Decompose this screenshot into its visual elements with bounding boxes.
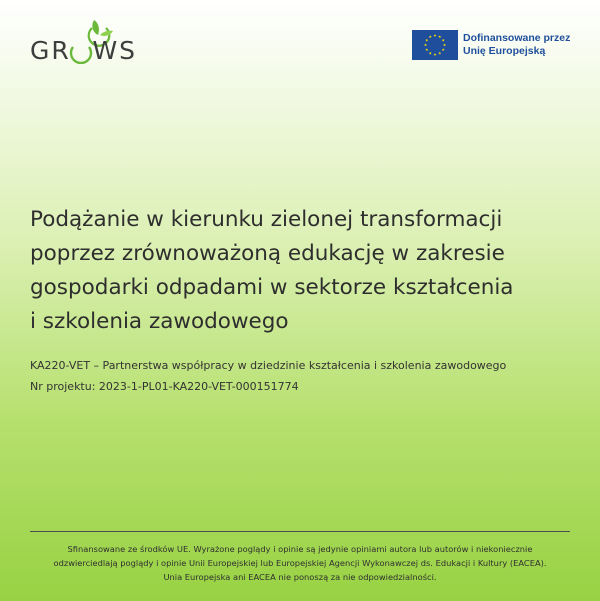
eu-funding-badge bbox=[412, 30, 570, 60]
logo-text-start: GR bbox=[30, 36, 71, 65]
project-title bbox=[30, 203, 590, 339]
eu-star bbox=[424, 44, 427, 47]
disclaimer bbox=[20, 542, 580, 584]
grows-logo bbox=[30, 18, 170, 68]
eu-star bbox=[434, 53, 437, 56]
eu-star bbox=[438, 35, 441, 38]
eu-funding-text bbox=[463, 32, 570, 58]
eu-star bbox=[442, 48, 445, 51]
programme-line: KA220-VET – Partnerstwa współpracy w dziedzinie kształcenia i szkolenia zawodowego bbox=[30, 359, 507, 372]
project-info bbox=[30, 355, 590, 397]
title-line: Podążanie w kierunku zielonej transformacji bbox=[30, 207, 503, 232]
logo-text bbox=[30, 36, 137, 65]
eu-star bbox=[443, 44, 446, 47]
logo-text-o bbox=[71, 36, 93, 65]
footer-divider bbox=[30, 531, 570, 532]
eu-stars bbox=[412, 30, 458, 60]
logo-o-ring bbox=[69, 40, 93, 64]
eu-star bbox=[425, 39, 428, 42]
eu-star bbox=[429, 35, 432, 38]
eu-funding-line1: Dofinansowane przez bbox=[463, 32, 571, 44]
eu-star bbox=[429, 52, 432, 55]
eu-flag-icon bbox=[412, 30, 458, 60]
disclaimer-line: Unia Europejska ani EACEA nie ponoszą za nie odpowiedzialności. bbox=[163, 572, 437, 582]
eu-star bbox=[442, 39, 445, 42]
logo-text-end: WS bbox=[92, 36, 138, 65]
eu-star bbox=[434, 34, 437, 37]
disclaimer-line: Sfinansowane ze środków UE. Wyrażone poglądy i opinie są jedynie opiniami autora lub autorów i niekoniecznie bbox=[67, 544, 533, 554]
eu-star bbox=[425, 48, 428, 51]
project-number: Nr projektu: 2023-1-PL01-KA220-VET-000151774 bbox=[30, 380, 299, 393]
eu-star bbox=[438, 52, 441, 55]
title-line: gospodarki odpadami w sektorze kształcenia bbox=[30, 275, 514, 300]
title-line: poprzez zrównoważoną edukację w zakresie bbox=[30, 241, 505, 266]
title-line: i szkolenia zawodowego bbox=[30, 309, 289, 334]
eu-funding-line2: Unię Europejską bbox=[463, 45, 546, 57]
disclaimer-line: odzwierciedlają poglądy i opinie Unii Europejskiej lub Europejskiej Agencji Wykonawczej ds. Edukacji i Kultury (EACEA). bbox=[53, 558, 547, 568]
